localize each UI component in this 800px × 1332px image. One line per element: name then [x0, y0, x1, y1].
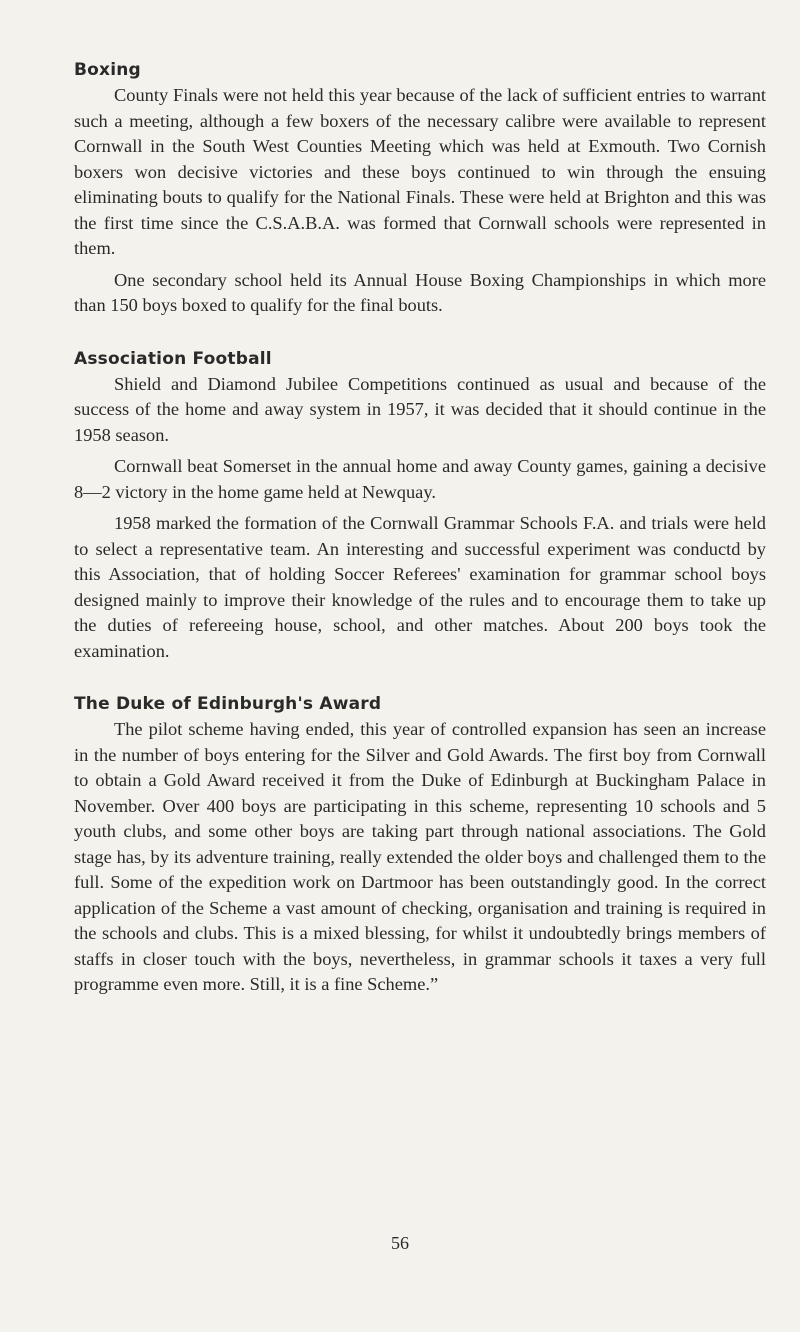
section-heading: Association Football: [74, 348, 272, 369]
section-heading: The Duke of Edinburgh's Award: [74, 694, 382, 714]
section-boxing: [74, 60, 766, 319]
section-duke-of-edinburgh-award: [74, 694, 766, 998]
section-association-football: [74, 349, 766, 665]
page-number: 56: [391, 1233, 409, 1253]
section-spacer: [74, 325, 766, 349]
paragraph: County Finals were not held this year because of the lack of sufficient entries to warrant such a meeting, although a few boxers of the necessary calibre were available to represent Cornwall in the South West Counties Meeting which was held at Exmouth. Two Cornish boxers won decisive victories and these boys continued to win through the ensuing eliminating bouts to qualify for the National Finals. These were held at Brighton and this was the first time since the C.S.A.B.A. was formed that Cornwall schools were represented in them.: [74, 85, 766, 258]
paragraph: One secondary school held its Annual House Boxing Championships in which more than 150 boys boxed to qualify for the final bouts.: [74, 269, 766, 315]
paragraph: Shield and Diamond Jubilee Competitions continued as usual and because of the success of the home and away system in 1957, it was decided that it should continue in the 1958 season.: [74, 373, 766, 445]
section-spacer: [74, 670, 766, 694]
paragraph: The pilot scheme having ended, this year of controlled expansion has seen an increase in the number of boys entering for the Silver and Gold Awards. The first boy from Cornwall to obtain a Gold Award received it from the Duke of Edinburgh at Buckingham Palace in November. Over 400 boys are participating in this scheme, representing 10 schools and 5 youth clubs, and some other boys are taking part through national associations. The Gold stage has, by its adventure training, really extended the older boys and challenged them to the full. Some of the expedition work on Dartmoor has been outstandingly good. In the correct application of the Scheme a vast amount of checking, organisation and training is required in the schools and clubs. This is a mixed blessing, for whilst it undoubtedly brings members of staffs in closer touch with the boys, nevertheless, in grammar schools it taxes a very full programme even more. Still, it is a fine Scheme.”: [74, 719, 766, 994]
paragraph: 1958 marked the formation of the Cornwall Grammar Schools F.A. and trials were held to select a representative team. An interesting and successful experiment was conductd by this Association, that of holding Soccer Referees' examination for grammar school boys designed mainly to improve their knowledge of the rules and to encourage them to take up the duties of refereeing house, school, and other matches. About 200 boys took the examination.: [74, 513, 766, 661]
paragraph: Cornwall beat Somerset in the annual home and away County games, gaining a decisive 8—2 victory in the home game held at Newquay.: [74, 456, 766, 502]
section-heading: Boxing: [74, 60, 141, 80]
